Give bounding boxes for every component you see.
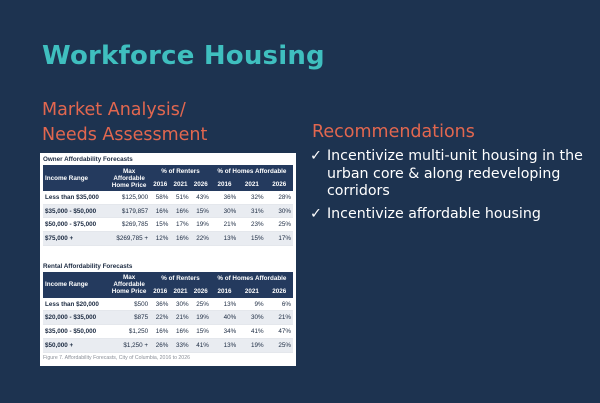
table-cell: $125,900 [108,191,150,204]
table-cell: 40% [211,311,238,325]
affordability-figure [40,153,296,366]
rental-year-header: 2026 [191,285,211,298]
table-cell: 26% [150,338,170,352]
table-cell: 34% [211,325,238,339]
table-cell: 6% [266,298,293,311]
owner-group-homes: % of Homes Affordable [211,165,293,178]
table-cell: Less than $35,000 [43,191,108,204]
rental-year-header: 2016 [211,285,238,298]
figure-caption: Figure 7. Affordability Forecasts, City of Columbia, 2016 to 2026 [43,354,190,361]
table-cell: 31% [238,204,265,218]
table-cell: $50,000 + [43,338,108,352]
rental-year-header: 2021 [238,285,265,298]
owner-col-income: Income Range [43,165,108,191]
table-cell: Less than $20,000 [43,298,108,311]
table-cell: 16% [170,325,190,339]
table-cell: 36% [211,191,238,204]
table-cell: 41% [191,338,211,352]
table-cell: $1,250 [108,325,150,339]
slide-title: Workforce Housing [42,41,325,71]
table-cell: 21% [266,311,293,325]
table-cell: 22% [150,311,170,325]
owner-year-header: 2021 [238,178,265,191]
table-cell: 22% [191,232,211,246]
table-cell: 23% [238,218,265,232]
table-cell: 25% [191,298,211,311]
table-cell: $35,000 - $50,000 [43,204,108,218]
table-cell: $875 [108,311,150,325]
table-cell: 30% [266,204,293,218]
rental-table-caption: Rental Affordability Forecasts [43,262,133,270]
table-cell: 19% [191,218,211,232]
recommendation-text: Incentivize multi-unit housing in the urban core & along redeveloping corridors [327,148,583,199]
owner-year-header: 2021 [170,178,190,191]
table-cell: 25% [266,338,293,352]
table-cell: 16% [150,325,170,339]
table-cell: 19% [238,338,265,352]
owner-group-renters: % of Renters [150,165,211,178]
check-icon: ✓ [310,148,322,164]
owner-year-header: 2016 [150,178,170,191]
table-cell: 13% [211,338,238,352]
table-cell: 21% [170,311,190,325]
table-cell: 12% [150,232,170,246]
table-row [43,191,293,204]
owner-table-caption: Owner Affordability Forecasts [43,156,133,163]
table-cell: 51% [170,191,190,204]
left-heading [42,98,207,148]
rental-group-homes: % of Homes Affordable [211,272,293,285]
table-cell: 43% [191,191,211,204]
table-cell: $20,000 - $35,000 [43,311,108,325]
table-row [43,298,293,311]
table-cell: 16% [150,204,170,218]
table-cell: 32% [238,191,265,204]
table-cell: 19% [191,311,211,325]
table-cell: 13% [211,298,238,311]
table-cell: 41% [238,325,265,339]
table-cell: $50,000 - $75,000 [43,218,108,232]
table-row [43,325,293,339]
rental-year-header: 2016 [150,285,170,298]
left-heading-line-1: Market Analysis/ [42,100,186,120]
owner-year-header: 2026 [191,178,211,191]
table-cell: 15% [150,218,170,232]
table-cell: 15% [191,204,211,218]
recommendation-text: Incentivize affordable housing [327,205,541,222]
table-cell: 21% [211,218,238,232]
table-row [43,311,293,325]
table-row [43,232,293,246]
rental-col-income: Income Range [43,272,108,298]
left-heading-line-2: Needs Assessment [42,125,208,145]
rental-year-header: 2026 [266,285,293,298]
rental-group-renters: % of Renters [150,272,211,285]
table-cell: 17% [170,218,190,232]
table-cell: 9% [238,298,265,311]
table-row [43,204,293,218]
table-cell: $75,000 + [43,232,108,246]
recommendation-item [310,206,595,224]
table-cell: $500 [108,298,150,311]
table-cell: 25% [266,218,293,232]
owner-year-header: 2026 [266,178,293,191]
table-cell: 15% [191,325,211,339]
recommendation-item [310,148,595,201]
table-row [43,218,293,232]
recommendations-heading: Recommendations [312,122,475,142]
table-cell: 15% [238,232,265,246]
table-cell: 58% [150,191,170,204]
table-cell: 33% [170,338,190,352]
table-cell: 16% [170,232,190,246]
owner-year-header: 2016 [211,178,238,191]
table-cell: 36% [150,298,170,311]
table-cell: 16% [170,204,190,218]
table-cell: 13% [211,232,238,246]
recommendations-list [310,148,595,228]
table-cell: 30% [211,204,238,218]
rental-affordability-table [43,272,293,353]
table-cell: $179,857 [108,204,150,218]
owner-col-max-price: Max Affordable Home Price [108,165,150,191]
table-cell: 30% [238,311,265,325]
table-cell: 47% [266,325,293,339]
owner-affordability-table [43,165,293,246]
table-cell: 28% [266,191,293,204]
table-cell: $1,250 + [108,338,150,352]
table-cell: $269,785 [108,218,150,232]
table-cell: $269,785 + [108,232,150,246]
rental-col-max-price: Max Affordable Home Price [108,272,150,298]
table-cell: 17% [266,232,293,246]
table-row [43,338,293,352]
table-cell: 30% [170,298,190,311]
table-cell: $35,000 - $50,000 [43,325,108,339]
check-icon: ✓ [310,205,322,222]
rental-year-header: 2021 [170,285,190,298]
